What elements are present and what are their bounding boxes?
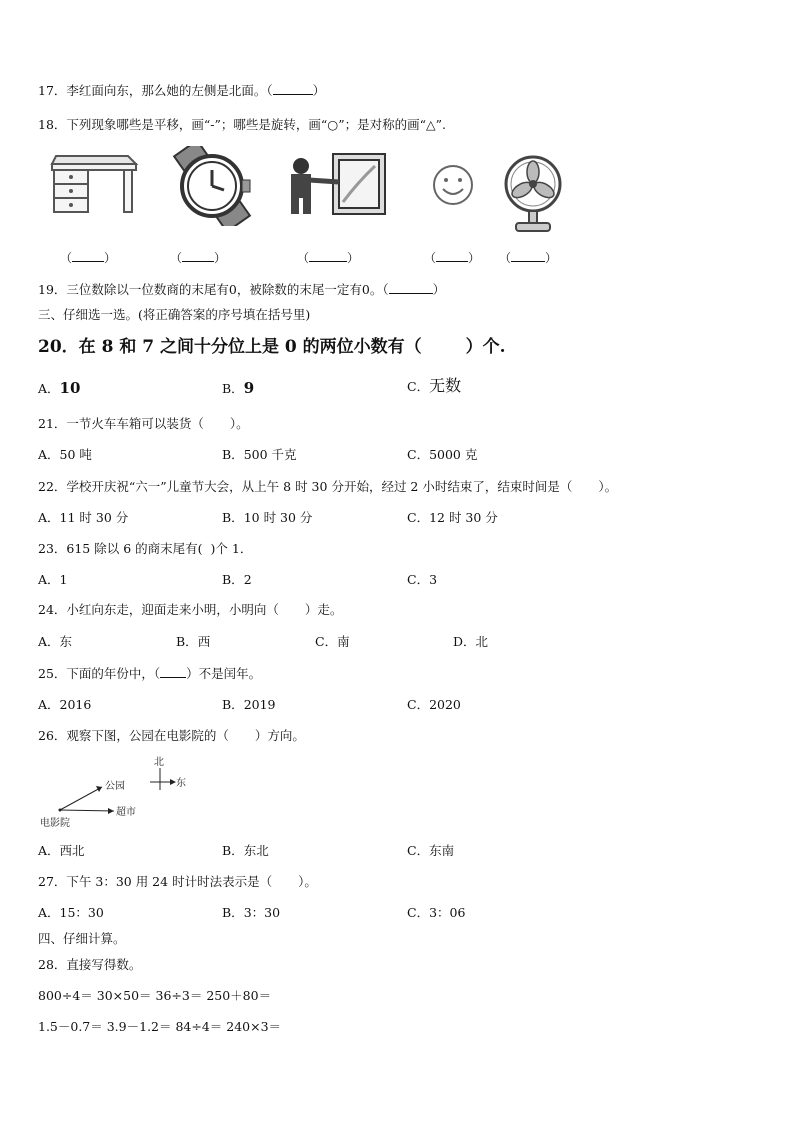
- option-20-c[interactable]: C．无数: [407, 376, 462, 395]
- option-26-b[interactable]: B．东北: [222, 843, 269, 858]
- option-24-d[interactable]: D．北: [453, 634, 489, 649]
- option-21-c[interactable]: C．5000 克: [407, 447, 478, 462]
- option-25-a[interactable]: A．2016: [38, 697, 92, 712]
- question-20: 20．在 8 和 7 之间十分位上是 0 的两位小数有（ ）个.: [38, 337, 506, 357]
- option-27-c[interactable]: C．3：06: [407, 905, 466, 920]
- calc-row-1: 800÷4＝ 30×50＝ 36÷3＝ 250＋80＝: [38, 988, 272, 1003]
- market-label: 超市: [116, 807, 136, 818]
- fan-icon: [500, 154, 566, 234]
- question-25: 25．下面的年份中，（ ）不是闰年。: [38, 666, 262, 681]
- answer-blank[interactable]: [160, 666, 186, 678]
- option-25-c[interactable]: C．2020: [407, 697, 461, 712]
- section-heading-4: 四、仔细计算。: [38, 931, 126, 946]
- option-27-b[interactable]: B．3：30: [222, 905, 281, 920]
- answer-blank[interactable]: [273, 83, 313, 95]
- option-26-c[interactable]: C．东南: [407, 843, 455, 858]
- question-18: 18．下列现象哪些是平移，画“-”；哪些是旋转，画“○”；是对称的画“△”.: [38, 117, 446, 132]
- watch-icon: [162, 146, 262, 226]
- option-22-b[interactable]: B．10 时 30 分: [222, 510, 313, 525]
- option-23-a[interactable]: A．1: [38, 572, 68, 587]
- option-24-c[interactable]: C．南: [315, 634, 350, 649]
- answer-blank-4[interactable]: （ ）: [424, 251, 481, 265]
- question-26: 26．观察下图，公园在电影院的（ ）方向。: [38, 728, 305, 743]
- option-23-b[interactable]: B．2: [222, 572, 252, 587]
- option-24-b[interactable]: B．西: [176, 634, 211, 649]
- question-22: 22．学校开庆祝“六一”儿童节大会，从上午 8 时 30 分开始，经过 2 小时结束了，结束时间是（ ）。: [38, 479, 618, 494]
- option-21-b[interactable]: B．500 千克: [222, 447, 297, 462]
- option-20-b[interactable]: B．9: [222, 379, 255, 397]
- cinema-label: 电影院: [40, 818, 70, 829]
- option-22-a[interactable]: A．11 时 30 分: [38, 510, 129, 525]
- desk-icon: [48, 150, 140, 216]
- direction-diagram: [38, 752, 198, 830]
- window-push-icon: [283, 152, 389, 216]
- option-23-c[interactable]: C．3: [407, 572, 438, 587]
- smiley-icon: [431, 163, 475, 207]
- question-17: 17．李红面向东，那么她的左侧是北面。（ ）: [38, 83, 326, 98]
- east-label: 东: [176, 778, 186, 789]
- option-25-b[interactable]: B．2019: [222, 697, 276, 712]
- option-21-a[interactable]: A．50 吨: [38, 447, 92, 462]
- option-24-a[interactable]: A．东: [38, 634, 73, 649]
- park-label: 公园: [105, 781, 125, 792]
- option-26-a[interactable]: A．西北: [38, 843, 85, 858]
- calc-row-2: 1.5－0.7＝ 3.9－1.2＝ 84÷4＝ 240×3＝: [38, 1019, 282, 1034]
- section-heading-3: 三、仔细选一选。(将正确答案的序号填在括号里): [38, 307, 311, 322]
- answer-blank-1[interactable]: （ ）: [60, 251, 117, 265]
- option-22-c[interactable]: C．12 时 30 分: [407, 510, 498, 525]
- question-27: 27．下午 3：30 用 24 时计时法表示是（ ）。: [38, 874, 317, 889]
- question-23: 23．615 除以 6 的商末尾有( )个 1．: [38, 541, 253, 556]
- option-20-a[interactable]: A．10: [38, 379, 81, 397]
- question-19: 19．三位数除以一位数商的末尾有0，被除数的末尾一定有0。（ ）: [38, 282, 446, 297]
- question-28: 28．直接写得数。: [38, 957, 142, 972]
- answer-blank-2[interactable]: （ ）: [170, 251, 227, 265]
- question-24: 24．小红向东走，迎面走来小明，小明向（ ）走。: [38, 602, 343, 617]
- answer-blank[interactable]: [389, 282, 433, 294]
- north-label: 北: [154, 757, 164, 768]
- answer-blank-5[interactable]: （ ）: [499, 251, 558, 265]
- answer-blank-3[interactable]: （ ）: [297, 251, 360, 265]
- option-27-a[interactable]: A．15：30: [38, 905, 104, 920]
- question-21: 21．一节火车车箱可以装货（ ）。: [38, 416, 249, 431]
